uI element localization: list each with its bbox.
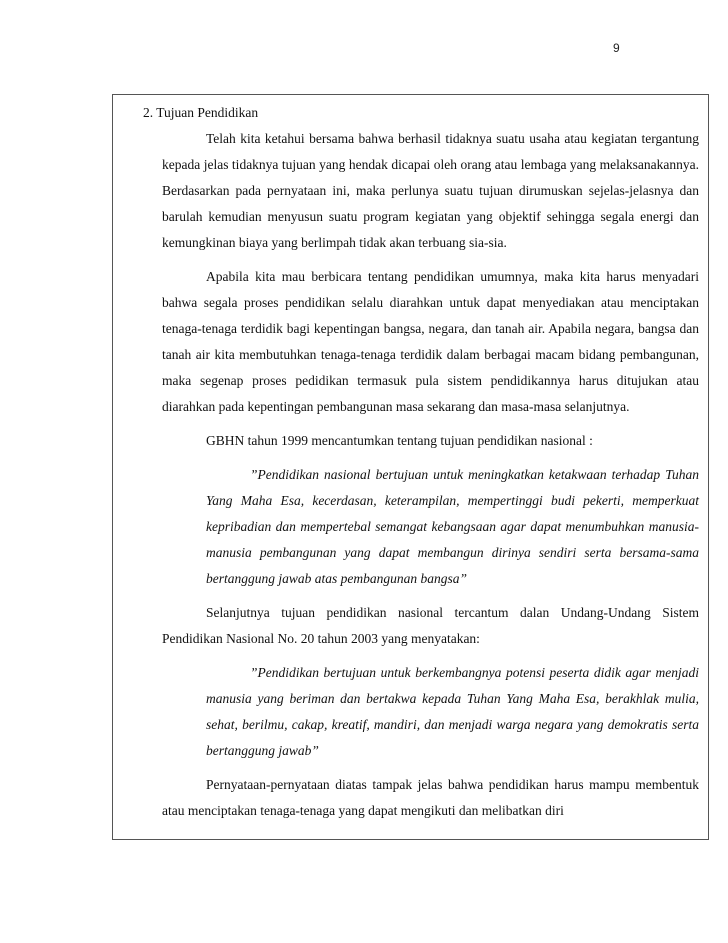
- section-heading: 2. Tujuan Pendidikan: [143, 105, 259, 120]
- paragraph-5: Pernyataan-pernyataan diatas tampak jelas bahwa pendidikan harus mampu membentuk atau menciptakan tenaga-tenaga yang dapat mengikuti dan melibatkan diri: [162, 777, 699, 818]
- paragraph-4: Selanjutnya tujuan pendidikan nasional tercantum dalan Undang-Undang Sistem Pendidikan Nasional No. 20 tahun 2003 yang menyatakan:: [162, 605, 699, 646]
- page-number: 9: [613, 41, 620, 55]
- quote-gbhn: ”Pendidikan nasional bertujuan untuk meningkatkan ketakwaan terhadap Tuhan Yang Maha Esa, kecerdasan, keterampilan, mempertinggi budi pekerti, memperkuat kepribadian dan mempertebal semangat kebangsaan agar dapat menumbuhkan manusia-manusia pembangunan yang dapat membangun dirinya sendiri serta bersama-sama bertanggung jawab atas pembangunan bangsa”: [206, 467, 699, 586]
- paragraph-2: Apabila kita mau berbicara tentang pendidikan umumnya, maka kita harus menyadari bahwa segala proses pendidikan selalu diarahkan untuk dapat menyediakan atau menciptakan tenaga-tenaga terdidik bagi kepentingan bangsa, negara, dan tanah air. Apabila negara, bangsa dan tanah air kita membutuhkan tenaga-tenaga terdidik dalam berbagai macam bidang pembangunan, maka segenap proses pedidikan termasuk pula sistem pendidikannya harus ditujukan atau diarahkan pada kepentingan pembangunan masa sekarang dan masa-masa selanjutnya.: [162, 269, 699, 414]
- content-box: [112, 94, 709, 840]
- quote-uu-sisdiknas: ”Pendidikan bertujuan untuk berkembangnya potensi peserta didik agar menjadi manusia yang beriman dan bertakwa kepada Tuhan Yang Maha Esa, berakhlak mulia, sehat, berilmu, cakap, kreatif, mandiri, dan menjadi warga negara yang demokratis serta bertanggung jawab”: [206, 665, 699, 758]
- paragraph-1: Telah kita ketahui bersama bahwa berhasil tidaknya suatu usaha atau kegiatan tergantung kepada jelas tidaknya tujuan yang hendak dicapai oleh orang atau lembaga yang melaksanakannya. Berdasarkan pada pernyataan ini, maka perlunya suatu tujuan dirumuskan sejelas-jelasnya dan barulah kemudian menyusun suatu program kegiatan yang objektif sehingga segala energi dan kemungkinan biaya yang berlimpah tidak akan terbuang sia-sia.: [162, 131, 699, 250]
- paragraph-3: GBHN tahun 1999 mencantumkan tentang tujuan pendidikan nasional :: [206, 433, 593, 448]
- body-text: [162, 126, 699, 832]
